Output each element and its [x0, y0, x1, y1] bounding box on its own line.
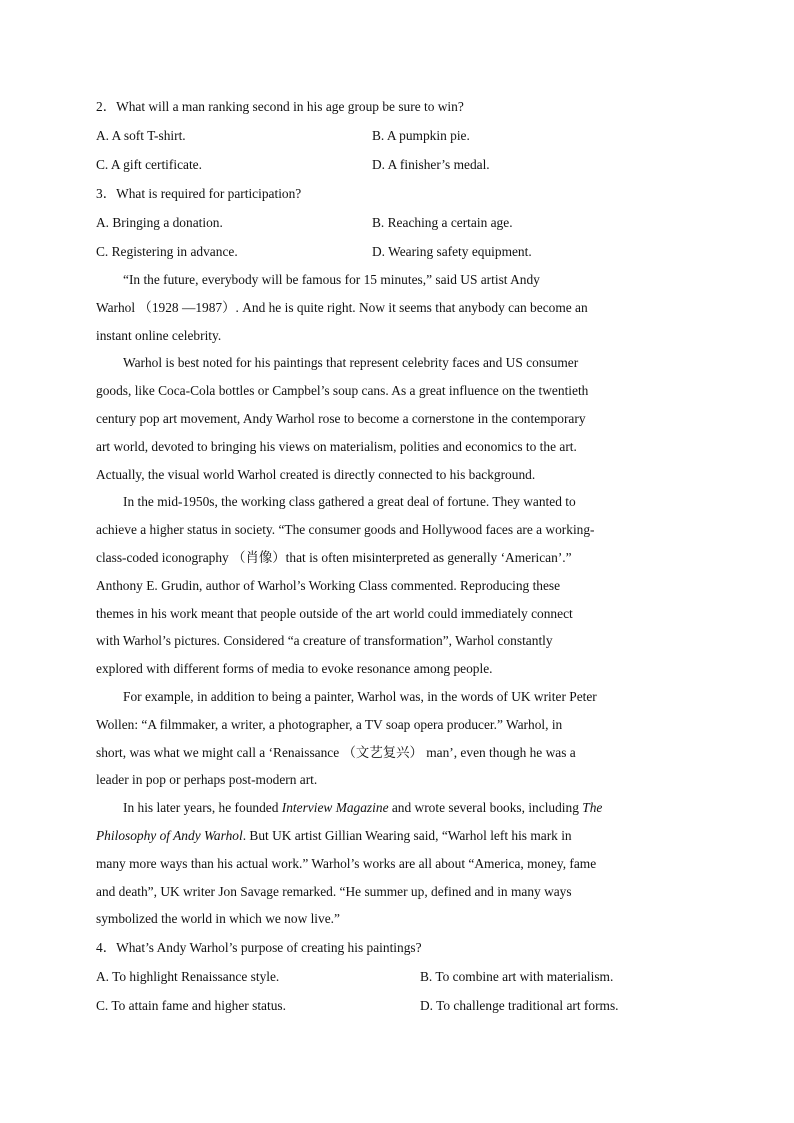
question-3-stem: 3．What is required for participation?: [96, 186, 302, 201]
question-3-option-b: B. Reaching a certain age.: [372, 215, 513, 230]
question-3-options-row-2: [96, 237, 702, 266]
exam-page: [96, 92, 702, 1020]
passage-paragraph-5: [96, 794, 702, 933]
passage-line: achieve a higher status in society. “The consumer goods and Hollywood faces are a working-: [96, 522, 595, 538]
question-4-option-a: A. To highlight Renaissance style.: [96, 969, 280, 985]
question-2-stem: 2．What will a man ranking second in his age group be sure to win?: [96, 99, 464, 114]
passage-line: Wollen: “A filmmaker, a writer, a photographer, a TV soap opera producer.” Warhol, in: [96, 716, 563, 732]
passage-line: instant online celebrity.: [96, 327, 222, 343]
passage-line: Warhol （1928 —1987）. And he is quite right. Now it seems that anybody can become an: [96, 299, 588, 315]
passage-line: [96, 822, 702, 850]
passage-line: many more ways than his actual work.” Warhol’s works are all about “America, money, fame: [96, 855, 597, 871]
question-3-option-d: D. Wearing safety equipment.: [372, 244, 532, 259]
question-4-options-row-1: [96, 962, 702, 991]
passage-line: themes in his work meant that people outside of the art world could immediately connect: [96, 605, 573, 621]
book-title-start: The: [582, 800, 603, 816]
passage-line: century pop art movement, Andy Warhol rose to become a cornerstone in the contemporary: [96, 410, 586, 426]
question-2-options-row-1: [96, 121, 702, 150]
passage-line: class-coded iconography （肖像）that is often misinterpreted as generally ‘American’.”: [96, 549, 572, 565]
passage-line: short, was what we might call a ‘Renaissance （文艺复兴） man’, even though he was a: [96, 744, 576, 760]
question-2-option-d: D. A finisher’s medal.: [372, 157, 490, 172]
passage-line: Actually, the visual world Warhol created is directly connected to his background.: [96, 466, 536, 482]
question-4-stem: 4．What’s Andy Warhol’s purpose of creating his paintings?: [96, 940, 422, 956]
passage-text: . But UK artist Gillian Wearing said, “Warhol left his mark in: [242, 827, 572, 843]
question-2-option-c: C. A gift certificate.: [96, 157, 202, 172]
question-3-option-c: C. Registering in advance.: [96, 244, 238, 259]
passage-line: explored with different forms of media to evoke resonance among people.: [96, 661, 493, 677]
passage-line: leader in pop or perhaps post-modern art.: [96, 772, 318, 788]
passage-paragraph-2: [96, 349, 702, 488]
magazine-title: Interview Magazine: [281, 800, 389, 816]
passage-line: [96, 794, 702, 822]
passage-line: and death”, UK writer Jon Savage remarked. “He summer up, defined and in many ways: [96, 883, 572, 899]
question-3-options-row-1: [96, 208, 702, 237]
passage-line: symbolized the world in which we now live.”: [96, 911, 340, 927]
passage-paragraph-3: [96, 488, 702, 683]
passage-line: Anthony E. Grudin, author of Warhol’s Working Class commented. Reproducing these: [96, 577, 561, 593]
book-title-end: Philosophy of Andy Warhol: [96, 827, 243, 843]
question-4-options-row-2: [96, 991, 702, 1020]
question-2-options-row-2: [96, 150, 702, 179]
passage-line: Warhol is best noted for his paintings that represent celebrity faces and US consumer: [123, 355, 579, 371]
question-4-option-b: B. To combine art with materialism.: [420, 969, 614, 985]
passage-line: with Warhol’s pictures. Considered “a creature of transformation”, Warhol constantly: [96, 633, 553, 649]
passage-text: In his later years, he founded: [123, 800, 282, 816]
question-2-option-b: B. A pumpkin pie.: [372, 128, 470, 143]
question-4-option-c: C. To attain fame and higher status.: [96, 998, 286, 1014]
passage-line: In the mid-1950s, the working class gathered a great deal of fortune. They wanted to: [123, 494, 576, 510]
passage-line: art world, devoted to bringing his views on materialism, polities and economics to the art.: [96, 438, 577, 454]
question-2-option-a: A. A soft T-shirt.: [96, 128, 186, 143]
question-4-option-d: D. To challenge traditional art forms.: [420, 998, 619, 1014]
passage-line: goods, like Coca-Cola bottles or Campbel’s soup cans. As a great influence on the twentieth: [96, 383, 589, 399]
question-3-option-a: A. Bringing a donation.: [96, 215, 223, 230]
passage-line: “In the future, everybody will be famous for 15 minutes,” said US artist Andy: [123, 272, 540, 287]
passage-line: For example, in addition to being a painter, Warhol was, in the words of UK writer Peter: [123, 688, 597, 704]
passage-paragraph-1: [96, 266, 702, 349]
passage-text: and wrote several books, including: [388, 800, 583, 816]
passage-paragraph-4: [96, 683, 702, 794]
